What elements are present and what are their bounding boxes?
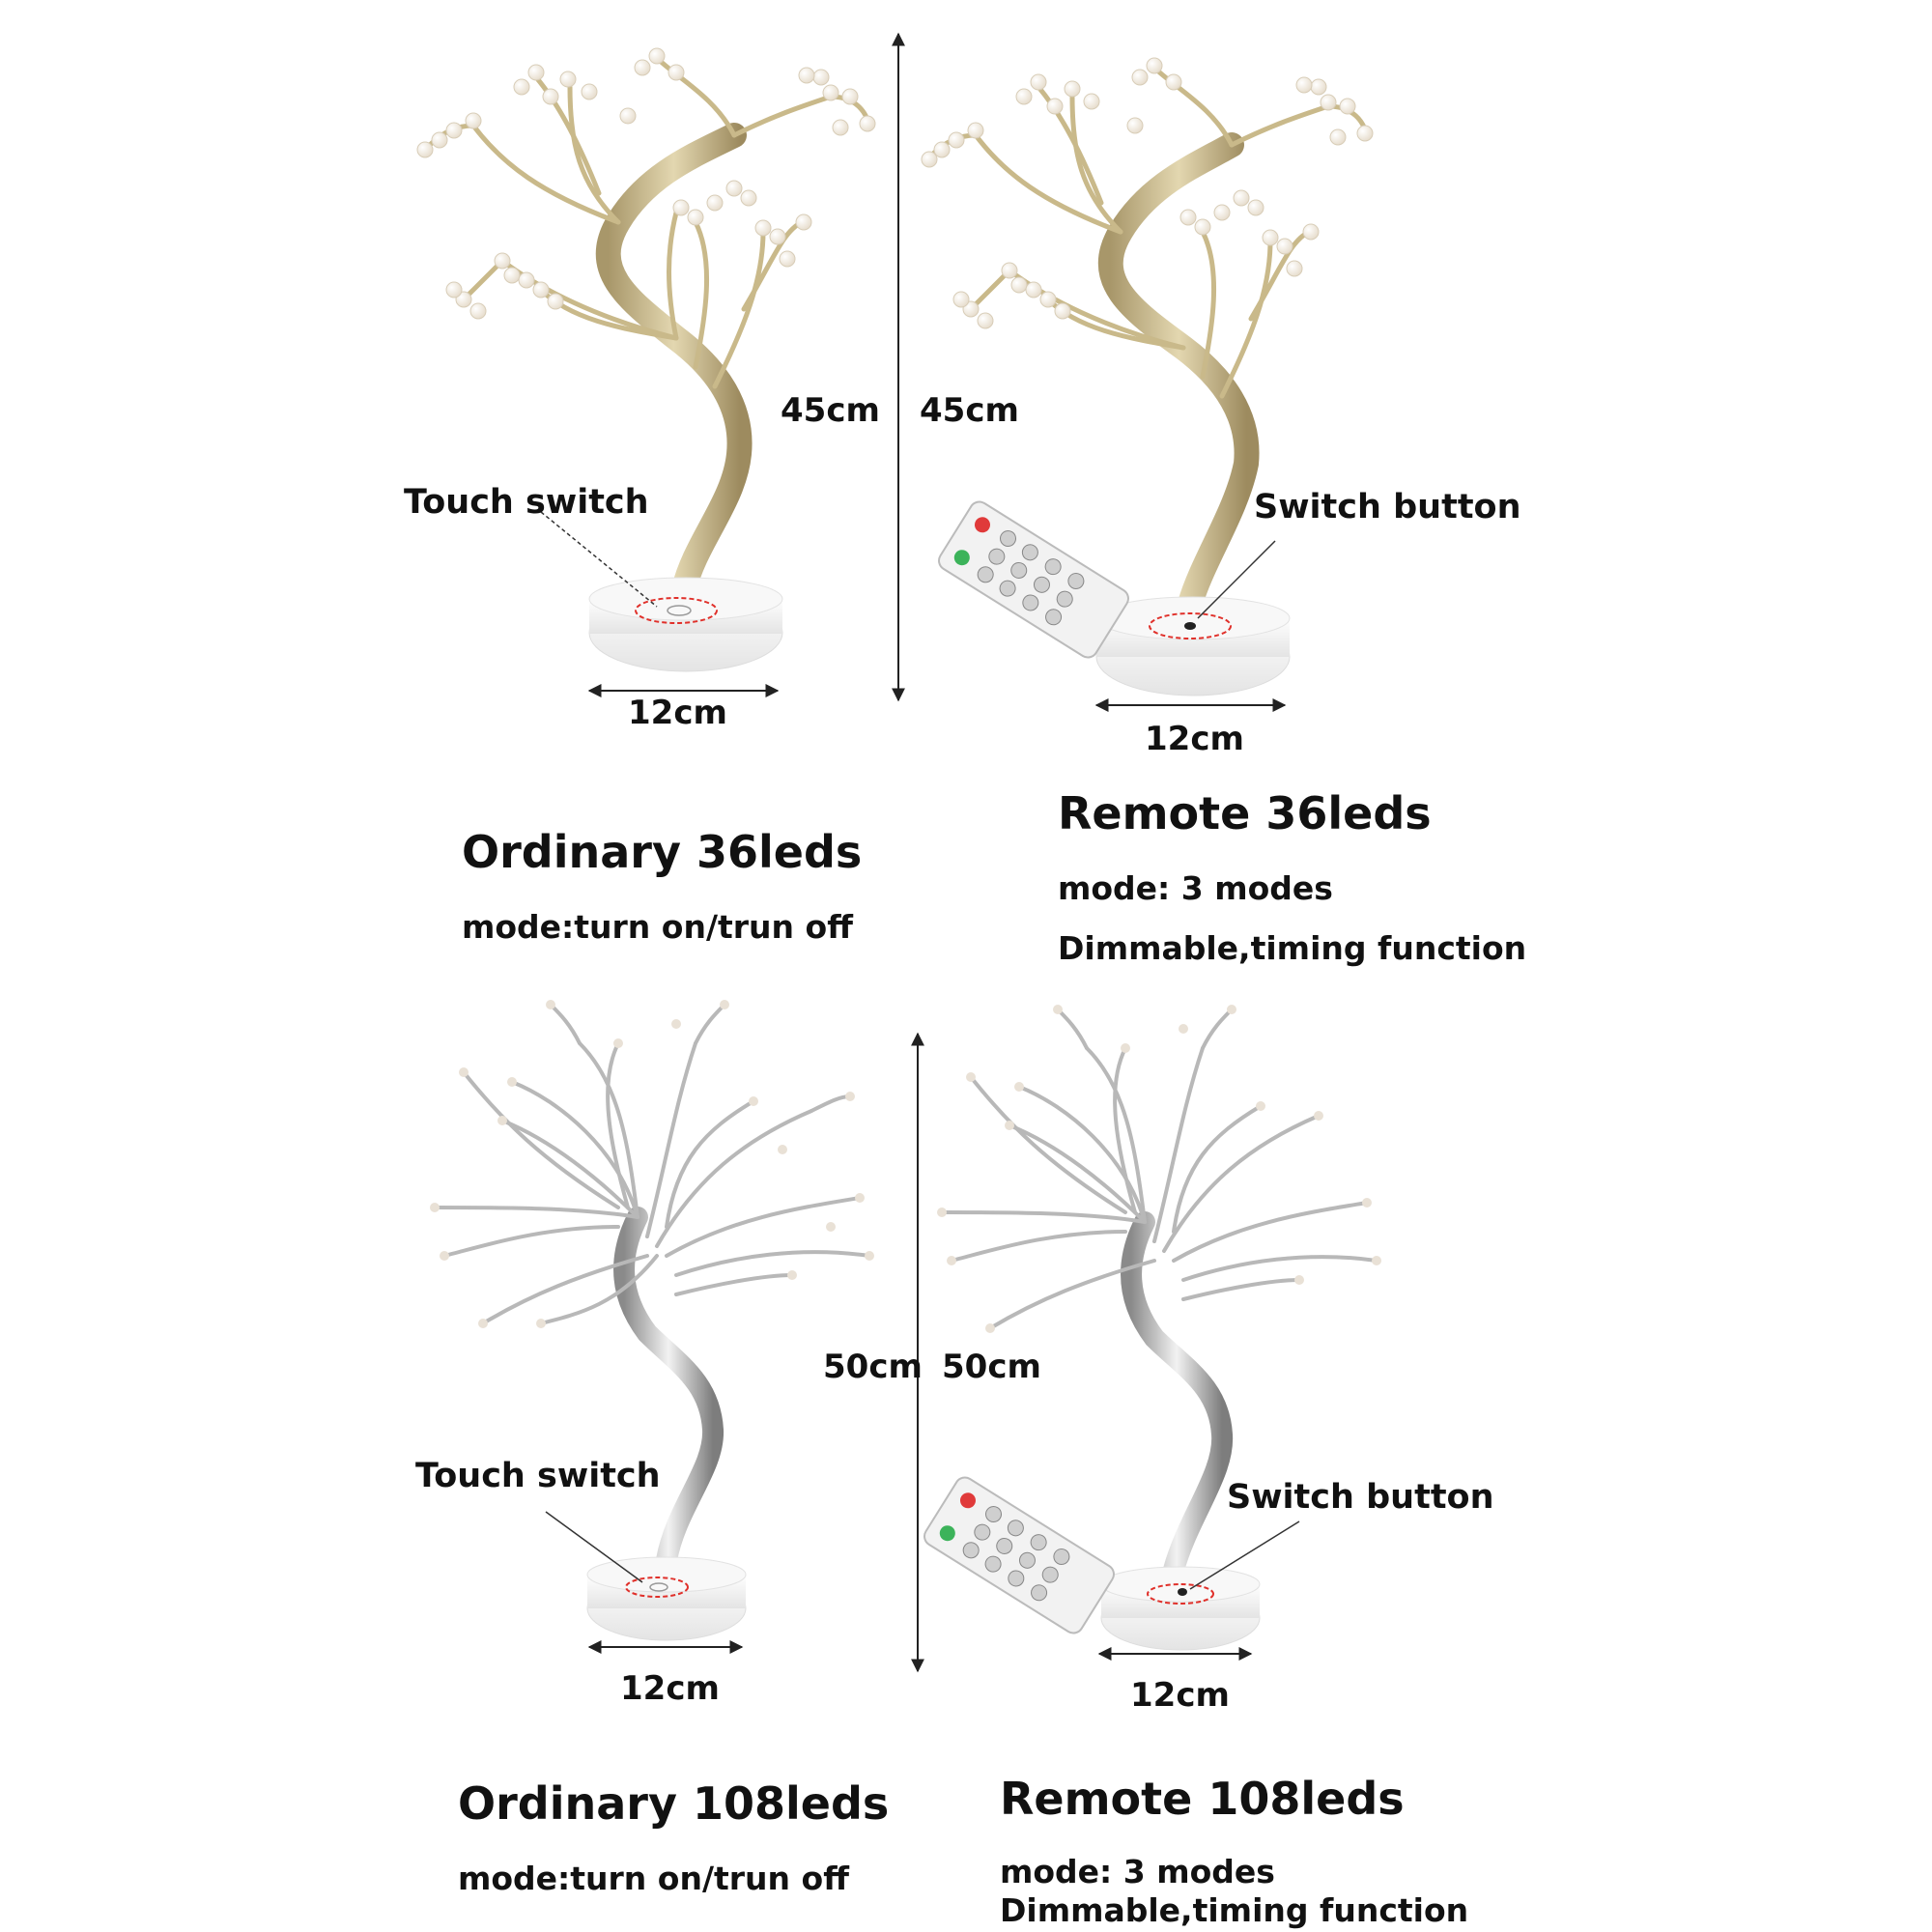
width-label-3: 12cm <box>620 1669 720 1708</box>
width-label-4: 12cm <box>1130 1676 1230 1715</box>
product-mode-1: mode:turn on/trun off <box>462 908 853 946</box>
product-mode-2: mode: 3 modes <box>1058 869 1333 907</box>
product-features-4: Dimmable,timing function <box>1000 1891 1469 1929</box>
height-label-2: 45cm <box>920 391 1019 430</box>
callout-switch-button-2: Switch button <box>1254 488 1521 526</box>
callout-touch-switch-1: Touch switch <box>404 483 649 522</box>
callout-switch-button-4: Switch button <box>1227 1478 1494 1517</box>
led-tip-icon <box>430 1000 874 1328</box>
product-features-2: Dimmable,timing function <box>1058 929 1527 967</box>
callout-touch-switch-3: Touch switch <box>415 1457 661 1495</box>
height-label-3: 50cm <box>823 1348 923 1386</box>
product-title-4: Remote 108leds <box>1000 1773 1405 1825</box>
tree-gold-ordinary <box>417 48 875 671</box>
width-label-2: 12cm <box>1145 720 1244 758</box>
product-title-2: Remote 36leds <box>1058 787 1432 839</box>
product-mode-3: mode:turn on/trun off <box>458 1860 849 1897</box>
tree-silver-remote <box>921 1005 1381 1650</box>
remote-control-icon <box>935 498 1132 662</box>
tree-silver-ordinary <box>430 1000 874 1640</box>
product-mode-4: mode: 3 modes <box>1000 1853 1275 1890</box>
product-title-3: Ordinary 108leds <box>458 1777 890 1830</box>
product-title-1: Ordinary 36leds <box>462 826 863 878</box>
height-label-1: 45cm <box>781 391 880 430</box>
tree-gold-remote <box>922 58 1373 696</box>
width-label-1: 12cm <box>628 694 727 732</box>
height-label-4: 50cm <box>942 1348 1041 1386</box>
